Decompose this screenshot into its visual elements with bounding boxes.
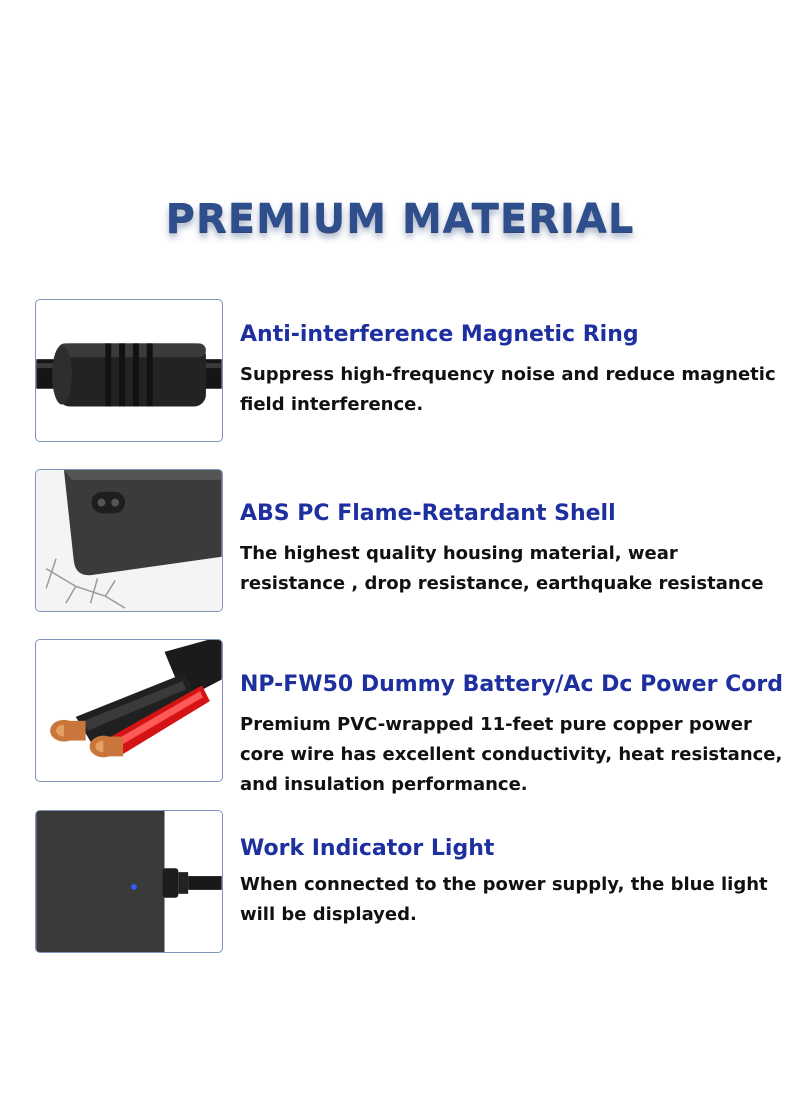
feature-title: ABS PC Flame-Retardant Shell (240, 501, 616, 526)
feature-image-indicator-light (35, 810, 223, 953)
feature-image-copper-wire (35, 639, 223, 782)
feature-title: NP-FW50 Dummy Battery/Ac Dc Power Cord (240, 672, 783, 697)
adapter-shell-icon (36, 470, 222, 611)
feature-shell (240, 499, 790, 599)
feature-description: When connected to the power supply, the blue light will be displayed. (240, 874, 768, 925)
feature-magnetic-ring (240, 320, 790, 420)
feature-description: Suppress high-frequency noise and reduce magnetic field interference. (240, 364, 776, 415)
feature-image-magnetic-ring (35, 299, 223, 442)
indicator-light-icon (36, 811, 222, 952)
page-title: PREMIUM MATERIAL (165, 196, 635, 242)
feature-description: Premium PVC-wrapped 11-feet pure copper power core wire has excellent conductivity, heat resistance, and insulation performance. (240, 714, 783, 795)
feature-indicator-light (240, 834, 790, 930)
feature-title: Anti-interference Magnetic Ring (240, 322, 639, 347)
feature-title: Work Indicator Light (240, 836, 495, 861)
copper-wire-icon (36, 640, 222, 781)
feature-description: The highest quality housing material, wear resistance , drop resistance, earthquake resistance (240, 543, 764, 594)
feature-power-cord (240, 670, 790, 800)
magnetic-ring-cable-icon (36, 300, 222, 441)
feature-image-shell (35, 469, 223, 612)
